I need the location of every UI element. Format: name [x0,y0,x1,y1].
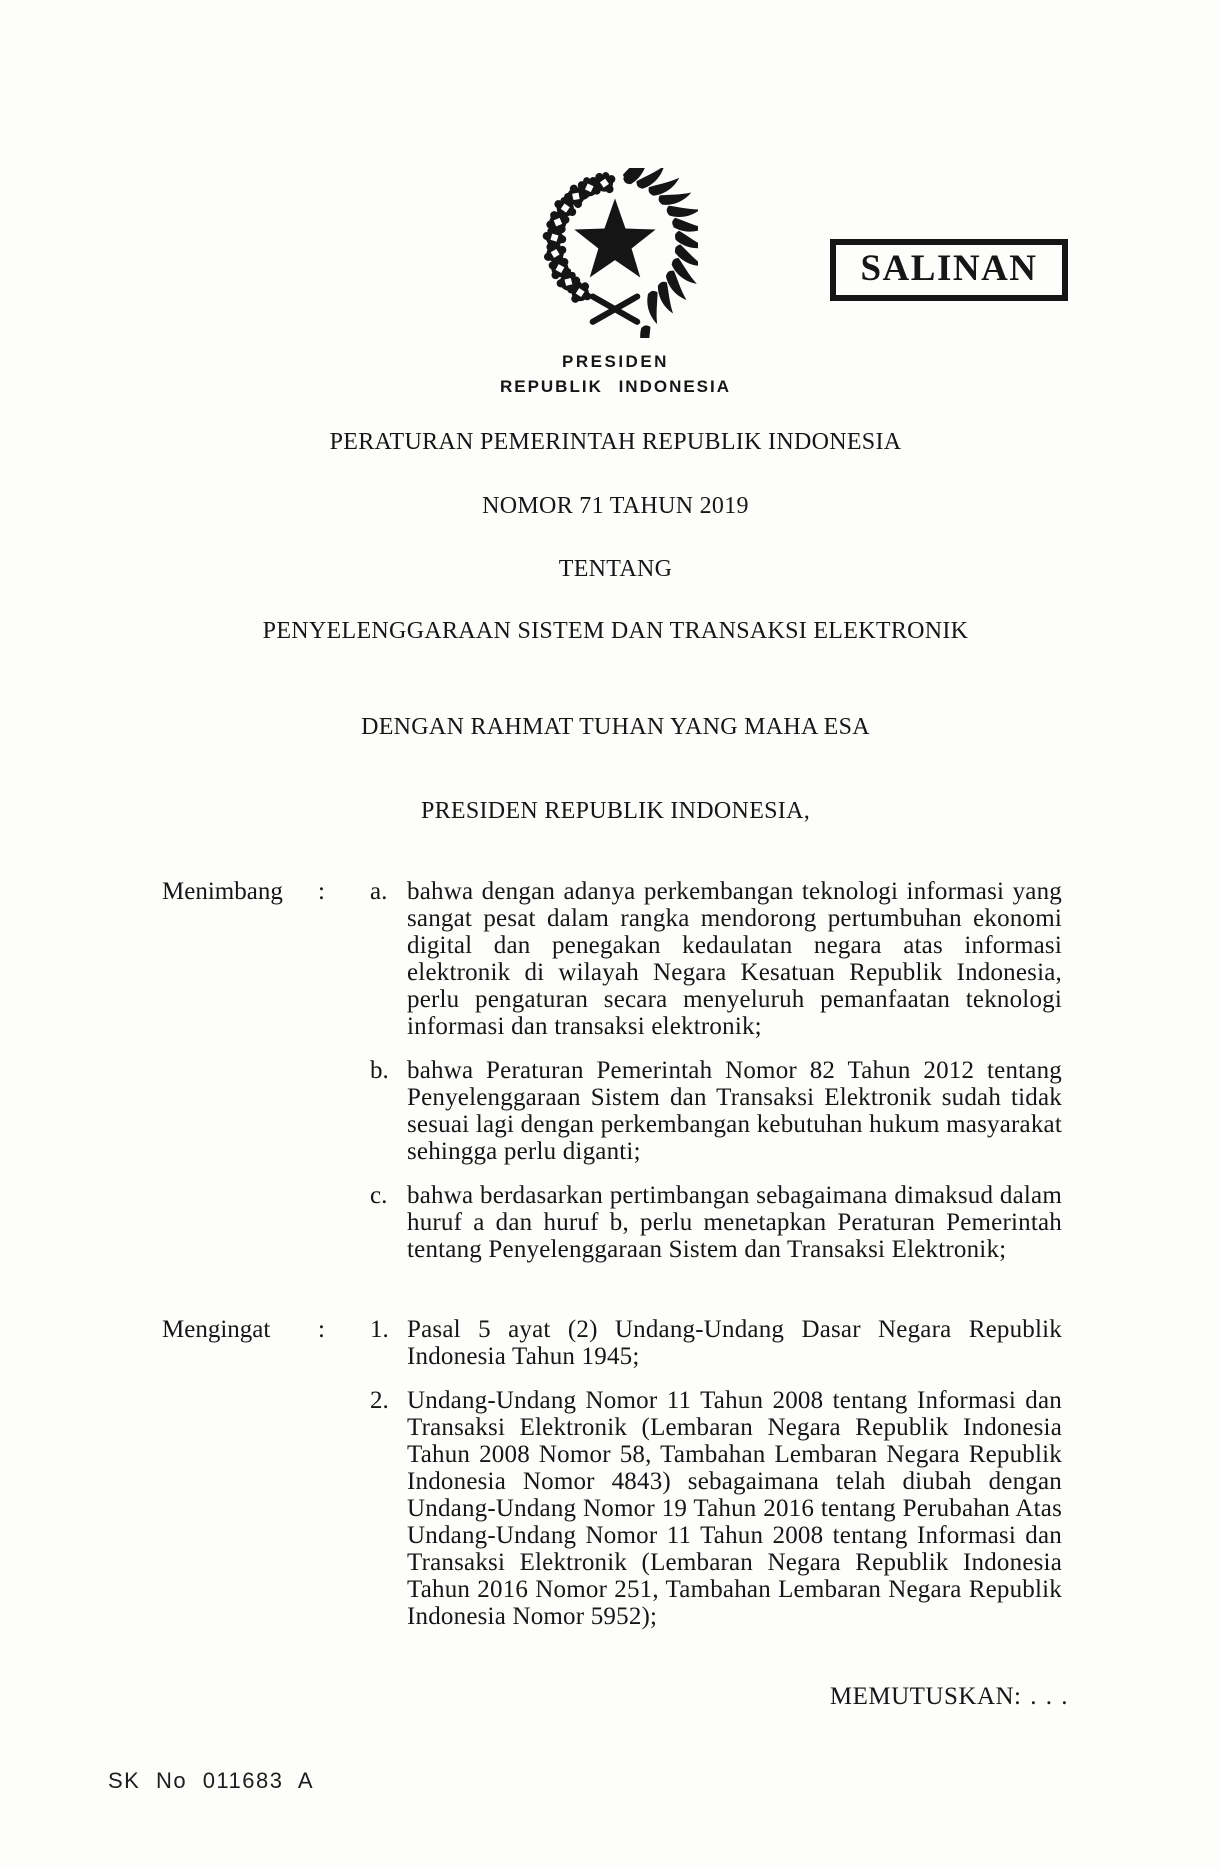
letterhead-republik-indonesia: REPUBLIK INDONESIA [499,377,732,396]
item-text: bahwa berdasarkan pertimbangan sebagaimana dimaksud dalam huruf a dan huruf b, perlu menetapkan Peraturan Pemerintah tentang Penyelenggaraan Sistem dan Transaksi Elektronik; [407,1182,1062,1263]
presidential-seal-icon [536,168,698,338]
regulation-number: NOMOR 71 TAHUN 2019 [482,493,749,519]
item-marker: c. [370,1182,388,1209]
considering-section [162,878,1068,1280]
legal-basis-separator: : [318,1316,325,1343]
item-text: Pasal 5 ayat (2) Undang-Undang Dasar Negara Republik Indonesia Tahun 1945; [407,1316,1062,1370]
decision-continuation: MEMUTUSKAN: . . . [829,1683,1068,1710]
about-label: TENTANG [558,556,673,582]
item-text: bahwa dengan adanya perkembangan teknologi informasi yang sangat pesat dalam rangka mendorong pertumbuhan ekonomi digital dan penegakan kedaulatan negara atas informasi elektronik di wilayah Negara Kesatuan Republik Indonesia, perlu pengaturan secara menyeluruh pemanfaatan teknologi informasi dan transaksi elektronik; [407,878,1062,1040]
salinan-stamp-label: SALINAN [860,248,1038,289]
letterhead-presiden: PRESIDEN [562,352,669,371]
considering-label: Menimbang [162,878,283,905]
enacting-authority: PRESIDEN REPUBLIK INDONESIA, [420,798,811,824]
legal-basis-item-1 [162,1316,1068,1370]
regulation-subject: PENYELENGGARAAN SISTEM DAN TRANSAKSI ELEKTRONIK [262,618,969,644]
considering-item-c [162,1182,1068,1263]
item-marker: b. [370,1057,389,1084]
legal-basis-section [162,1316,1068,1647]
regulation-title: PERATURAN PEMERINTAH REPUBLIK INDONESIA [329,429,902,455]
legal-basis-label: Mengingat [162,1316,271,1343]
item-marker: 1. [370,1316,389,1343]
considering-separator: : [318,878,325,905]
invocation-line: DENGAN RAHMAT TUHAN YANG MAHA ESA [361,714,870,740]
item-text: Undang-Undang Nomor 11 Tahun 2008 tentang Informasi dan Transaksi Elektronik (Lembaran Negara Republik Indonesia Tahun 2008 Nomor 58, Tambahan Lembaran Negara Republik Indonesia Nomor 4843) sebagaimana telah diubah dengan Undang-Undang Nomor 19 Tahun 2016 tentang Perubahan Atas Undang-Undang Nomor 11 Tahun 2008 tentang Informasi dan Transaksi Elektronik (Lembaran Negara Republik Indonesia Tahun 2016 Nomor 251, Tambahan Lembaran Negara Republik Indonesia Nomor 5952); [407,1387,1062,1630]
item-marker: a. [370,878,388,905]
considering-item-b [162,1057,1068,1165]
item-marker: 2. [370,1387,389,1414]
print-control-code: SK No 011683 A [108,1768,315,1793]
considering-item-a [162,878,1068,1040]
item-text: bahwa Peraturan Pemerintah Nomor 82 Tahun 2012 tentang Penyelenggaraan Sistem dan Transaksi Elektronik sudah tidak sesuai lagi dengan perkembangan kebutuhan hukum masyarakat sehingga perlu diganti; [407,1057,1062,1165]
letterhead [10,352,1221,397]
salinan-stamp [830,239,1068,301]
legal-basis-item-2 [162,1387,1068,1630]
